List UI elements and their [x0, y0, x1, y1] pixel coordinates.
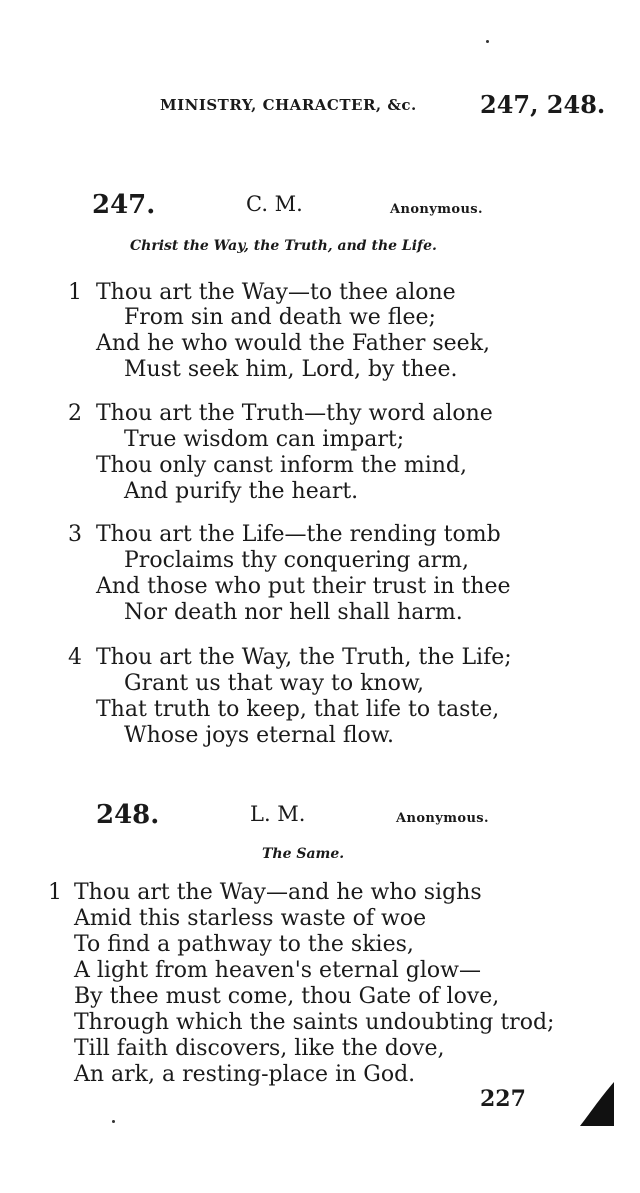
stanza-number: 3 [68, 522, 82, 547]
verse-line: To find a pathway to the skies, [74, 932, 414, 957]
verse-line: Thou art the Way—and he who sighs [74, 880, 482, 905]
verse-line: Proclaims thy conquering arm, [124, 548, 469, 573]
verse-line: Till faith discovers, like the dove, [74, 1036, 445, 1061]
verse-line: Must seek him, Lord, by thee. [124, 357, 458, 382]
stanza-number: 1 [48, 880, 62, 905]
verse-line: Thou art the Way—to thee alone [96, 280, 456, 305]
scan-speck [486, 40, 489, 43]
verse-line: Amid this starless waste of woe [74, 906, 427, 931]
verse-line: From sin and death we flee; [124, 305, 436, 330]
verse-line: Grant us that way to know, [124, 671, 425, 696]
verse-line: Thou art the Life—the rending tomb [96, 522, 501, 547]
verse-line: A light from heaven's eternal glow— [74, 958, 481, 983]
hymn-number: 248. [96, 800, 160, 830]
hymn-number: 247. [92, 190, 156, 220]
hymn-subtitle: Christ the Way, the Truth, and the Life. [130, 238, 437, 254]
verse-line: And purify the heart. [124, 479, 359, 504]
stanza-number: 4 [68, 645, 82, 670]
verse-line: And he who would the Father seek, [96, 331, 491, 356]
hymn-meter: L. M. [250, 802, 306, 826]
hymn-author: Anonymous. [396, 811, 489, 826]
verse-line: Thou art the Truth—thy word alone [96, 401, 493, 426]
page-number: 227 [480, 1086, 526, 1112]
scan-speck [112, 1120, 115, 1123]
verse-line: An ark, a resting-place in God. [74, 1062, 416, 1087]
verse-line: True wisdom can impart; [124, 427, 405, 452]
stanza-number: 1 [68, 280, 82, 305]
running-header-hymn-numbers: 247, 248. [480, 90, 606, 119]
verse-line: That truth to keep, that life to taste, [96, 697, 500, 722]
hymn-meter: C. M. [246, 192, 303, 216]
hymn-author: Anonymous. [390, 202, 483, 217]
verse-line: Whose joys eternal flow. [124, 723, 394, 748]
stanza-number: 2 [68, 401, 82, 426]
running-header-title: MINISTRY, CHARACTER, &c. [160, 96, 417, 114]
verse-line: Through which the saints undoubting trod; [74, 1010, 555, 1035]
verse-line: Thou art the Way, the Truth, the Life; [96, 645, 512, 670]
verse-line: Nor death nor hell shall harm. [124, 600, 463, 625]
verse-line: By thee must come, thou Gate of love, [74, 984, 500, 1009]
hymn-subtitle: The Same. [262, 846, 345, 862]
verse-line: And those who put their trust in thee [96, 574, 511, 599]
verse-line: Thou only canst inform the mind, [96, 453, 467, 478]
page-corner-shadow [578, 1080, 618, 1130]
